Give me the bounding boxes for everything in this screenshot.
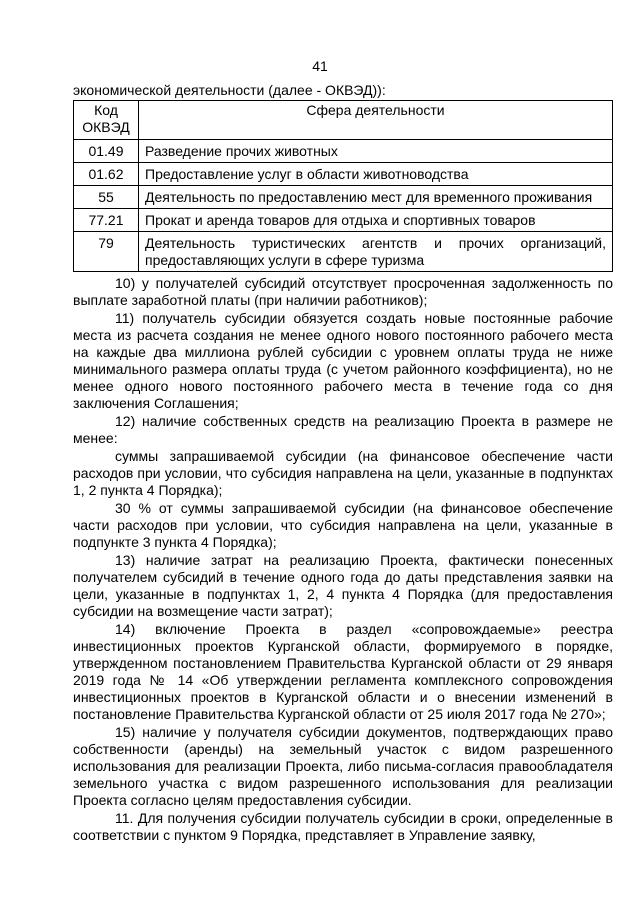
paragraph-item-14: 14) включение Проекта в раздел «сопровождаемые» реестра инвестиционных проектов Курганской области, формируемого в порядке, утвержденном постановлением Правительства Курганской области от 29 января 2019 года № 14 «Об утверждении регламента комплексного сопровождения инвестиционных проектов в Курганской области и о внесении изменений в постановление Правительства Курганской области от 25 июля 2017 года № 270»; [73, 621, 613, 722]
table-cell-sphere: Прокат и аренда товаров для отдыха и спортивных товаров [139, 209, 613, 232]
table-row [74, 232, 613, 272]
table-row [74, 163, 613, 186]
paragraph-item-11: 11) получатель субсидии обязуется создать новые постоянные рабочие места из расчета создания не менее одного нового постоянного рабочего места на каждые два миллиона рублей субсидии с уровнем оплаты труда не ниже минимального размера оплаты труда (с учетом районного коэффициента), но не менее одного нового постоянного рабочего места в течение года со дня заключения Соглашения; [73, 310, 613, 411]
table-cell-code: 01.62 [74, 163, 139, 186]
okved-table [73, 100, 613, 272]
intro-line: экономической деятельности (далее - ОКВЭД)): [73, 82, 386, 98]
paragraph-item-12-option-1: суммы запрашиваемой субсидии (на финансовое обеспечение части расходов при условии, что субсидия направлена на цели, указанные в подпунктах 1, 2 пункта 4 Порядка); [73, 448, 613, 498]
table-cell-sphere: Предоставление услуг в области животноводства [139, 163, 613, 186]
header-sphere: Сфера деятельности [139, 101, 613, 140]
table-cell-sphere: Разведение прочих животных [139, 140, 613, 163]
table-header-row [74, 101, 613, 140]
table-cell-code: 01.49 [74, 140, 139, 163]
paragraph-item-10: 10) у получателей субсидий отсутствует просроченная задолженность по выплате заработной платы (при наличии работников); [73, 275, 613, 308]
header-code: Код ОКВЭД [74, 101, 139, 140]
paragraph-item-13: 13) наличие затрат на реализацию Проекта, фактически понесенных получателем субсидий в течение одного года до даты представления заявки на цели, указанные в подпунктах 1, 2, 4 пункта 4 Порядка (для предоставления субсидии на возмещение части затрат); [73, 552, 613, 619]
paragraph-item-12-option-2: 30 % от суммы запрашиваемой субсидии (на финансовое обеспечение части расходов при условии, что субсидия направлена на цели, указанные в подпункте 3 пункта 4 Порядка); [73, 500, 613, 550]
page-number: 41 [312, 58, 328, 74]
table-row [74, 186, 613, 209]
document-body [73, 82, 613, 844]
table-cell-code: 55 [74, 186, 139, 209]
table-row [74, 140, 613, 163]
paragraph-clause-11: 11. Для получения субсидии получатель субсидии в сроки, определенные в соответствии с пунктом 9 Порядка, представляет в Управление заявку, [73, 810, 613, 843]
table-cell-sphere: Деятельность по предоставлению мест для временного проживания [139, 186, 613, 209]
table-row [74, 209, 613, 232]
paragraph-item-15: 15) наличие у получателя субсидии документов, подтверждающих право собственности (аренды) на земельный участок с видом разрешенного использования для реализации Проекта, либо письма-согласия правообладателя земельного участка с видом разрешенного использования для реализации Проекта согласно целям предоставления субсидии. [73, 724, 613, 808]
paragraph-item-12: 12) наличие собственных средств на реализацию Проекта в размере не менее: [73, 413, 613, 446]
table-cell-sphere: Деятельность туристических агентств и прочих организаций, предоставляющих услуги в сфере туризма [139, 232, 613, 272]
table-cell-code: 79 [74, 232, 139, 272]
table-cell-code: 77.21 [74, 209, 139, 232]
